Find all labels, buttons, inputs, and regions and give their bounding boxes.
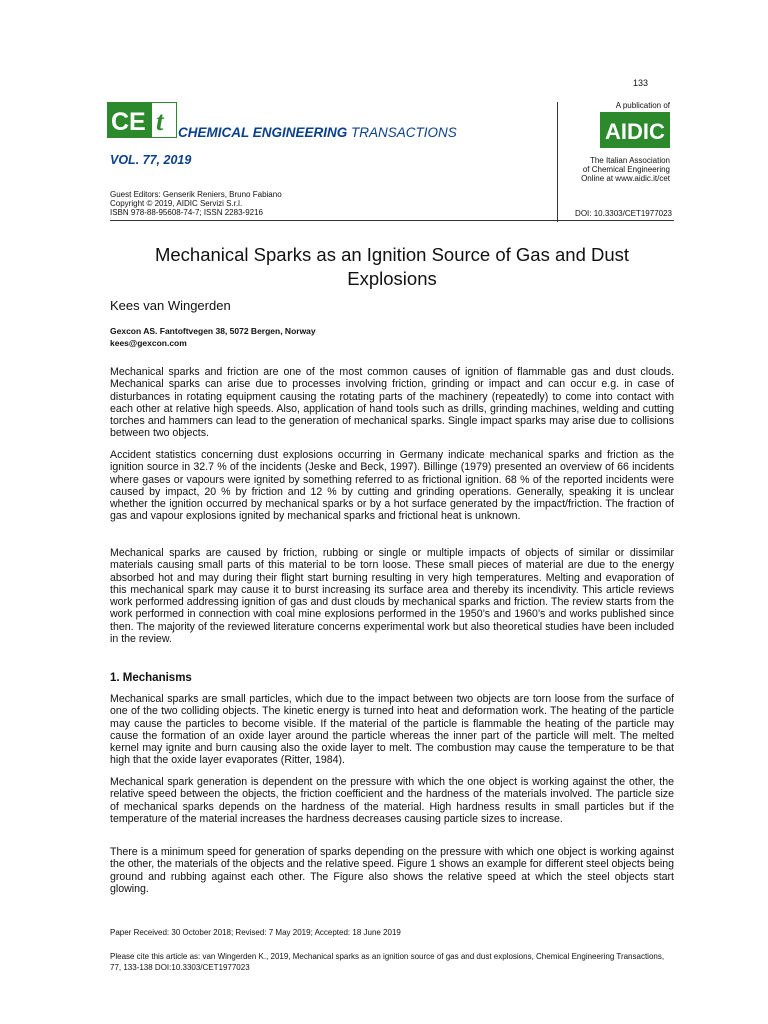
- page-number: 133: [632, 78, 648, 88]
- affiliation-address: Gexcon AS. Fantoftvegen 38, 5072 Bergen, Norway: [110, 326, 316, 336]
- copyright: Copyright © 2019, AIDIC Servizi S.r.l.: [110, 199, 243, 208]
- guest-editors-block: [110, 190, 282, 217]
- journal-name-light: TRANSACTIONS: [351, 125, 457, 140]
- volume-label: VOL. 77, 2019: [110, 153, 192, 167]
- section-heading: 1. Mechanisms: [110, 672, 192, 684]
- isbn-issn: ISBN 978-88-95608-74-7; ISSN 2283-9216: [110, 208, 263, 217]
- journal-name-bold: CHEMICAL ENGINEERING: [178, 125, 348, 140]
- aidic-logo: [600, 112, 670, 148]
- cet-logo: [107, 102, 177, 138]
- citation-note: Please cite this article as: van Wingerden K., 2019, Mechanical sparks as an ignition source of gas and dust explosions, Chemical Engineering Transactions, 77, 133-138 DOI:10.3303/CET1977023: [110, 952, 665, 972]
- paper-title: [110, 243, 674, 291]
- intro-paragraph: Accident statistics concerning dust explosions occurring in Germany indicate mechanical sparks and friction as the ignition source in 32.7 % of the incidents (Jeske and Beck, 1997). Billinge (1979) presented an overview of 66 incidents where gases or vapours were ignited by something referred to as frictional ignition. 68 % of the reported incidents were caused by impact, 20 % by friction and 12 % by cutting and grinding operations. Generally, speaking it is unclear whether the ignition occurred by mechanical sparks or by a hot surface generated by the impact/friction. The fraction of gas and vapour explosions ignited by mechanical sparks and frictional heat is unknown.: [110, 449, 674, 523]
- intro-paragraph: Mechanical sparks are caused by friction, rubbing or single or multiple impacts of objects of similar or dissimilar materials causing small parts of this material to be torn loose. These small pieces of material are due to the energy absorbed hot and may during their flight start burning resulting in very high temperatures. Melting and evaporation of this mechanical spark may cause it to burst increasing its surface area and thereby its incendivity. This article reviews work performed addressing ignition of gas and dust clouds by mechanical sparks and friction. The review starts from the work performed in connection with coal mine explosions performed in the 1950’s and 1960’s and works published since then. The majority of the reviewed literature concerns experimental work but also theoretical studies have been included in the review.: [110, 547, 674, 646]
- intro-paragraph: Mechanical sparks and friction are one of the most common causes of ignition of flammable gas and dust clouds. Mechanical sparks can arise due to processes involving friction, grinding or impact and can occur e.g. in case of disturbances in rotating equipment causing the rotating parts of the machinery (repeatedly) to come into contact with each other at relative high speeds. Also, application of hand tools such as drills, grinding machines, welding and cutting torches and hammers can lead to the generation of mechanical sparks. Single impact sparks may arise due to collisions between two objects.: [110, 366, 674, 440]
- doi: DOI: 10.3303/CET1977023: [575, 209, 672, 218]
- aidic-desc-line: of Chemical Engineering: [582, 165, 670, 174]
- paper-title-line: Mechanical Sparks as an Ignition Source of Gas and Dust: [154, 244, 630, 265]
- paper-title-line: Explosions: [347, 268, 437, 289]
- guest-editors: Guest Editors: Genserik Reniers, Bruno Fabiano: [110, 190, 282, 199]
- aidic-logo-text: AIDIC: [605, 119, 665, 144]
- paper-received-dates: Paper Received: 30 October 2018; Revised: 7 May 2019; Accepted: 18 June 2019: [110, 928, 401, 937]
- section-paragraph: There is a minimum speed for generation of sparks depending on the pressure with which one object is working against the other, the materials of the objects and the relative speed. Figure 1 shows an example for different steel objects being ground and rubbing against each other. The Figure also shows the relative speed at which the steel objects start glowing.: [110, 846, 674, 895]
- journal-title: [178, 125, 457, 140]
- cet-logo-text-ce: CE: [111, 108, 146, 136]
- section-paragraph: Mechanical sparks are small particles, which due to the impact between two objects are torn loose from the surface of one of the two colliding objects. The kinetic energy is turned into heat and deformation work. The heating of the particle may cause the particles to become visible. If the material of the particle is flammable the heating of the particle may cause the formation of an oxide layer around the particle whereas the inner part of the particle will melt. The melted kernel may ignite and burn causing also the oxide layer to melt. The combustion may cause the temperature to be that high that the oxide layer evaporates (Ritter, 1984).: [110, 693, 674, 767]
- affiliation-email: kees@gexcon.com: [110, 338, 187, 348]
- cet-logo-text-t: t: [156, 106, 164, 136]
- header-rule: [110, 220, 674, 221]
- affiliation: [110, 325, 316, 349]
- aidic-desc-line: Online at www.aidic.it/cet: [581, 174, 670, 183]
- aidic-desc-line: The Italian Association: [589, 156, 670, 165]
- aidic-description: [540, 156, 670, 183]
- section-paragraph: Mechanical spark generation is dependent on the pressure with which the one object is working against the other, the relative speed between the objects, the friction coefficient and the hardness of the materials involved. The particle size of mechanical sparks depends on the hardness of the material. High hardness results in small particles but if the temperature of the material increases the hardness decreases causing particle sizes to increase.: [110, 776, 674, 825]
- publication-of-label: A publication of: [615, 101, 670, 110]
- author-name: Kees van Wingerden: [110, 298, 231, 313]
